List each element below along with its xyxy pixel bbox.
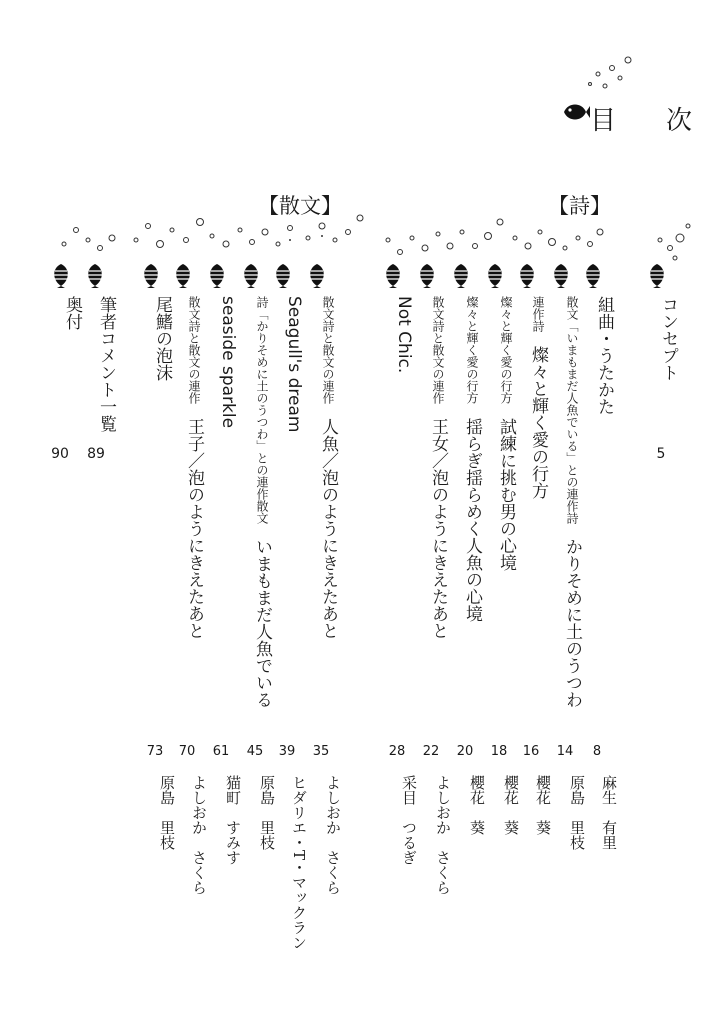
entry-author: 原島 里枝 — [158, 775, 176, 850]
entry-page: 22 — [422, 744, 440, 759]
entry-subtitle: 連作詩 — [531, 296, 545, 332]
entry-page: 8 — [592, 744, 602, 759]
entry-title: seaside sparkle — [218, 296, 238, 429]
toc-entry-prose-5[interactable] — [172, 296, 202, 639]
entry-subtitle: 散文詩と散文の連作 — [187, 296, 201, 404]
entry-author: 櫻花 葵 — [502, 775, 520, 835]
entry-page: 70 — [178, 744, 196, 759]
entry-subtitle: 散文詩と散文の連作 — [431, 296, 445, 404]
fish-icon — [448, 262, 474, 288]
entry-author: 采目 つるぎ — [400, 775, 418, 865]
fish-icon — [138, 262, 164, 288]
entry-page: 18 — [490, 744, 508, 759]
entry-page-colophon: 90 — [51, 446, 69, 462]
entry-title: 王女／泡のようにきえたあと — [428, 418, 448, 639]
entry-title: 組曲・うたかた — [594, 296, 614, 415]
toc-entry-poetry-6[interactable] — [416, 296, 446, 639]
entry-title: 尾鰭の泡沫 — [152, 296, 172, 381]
entry-author: 猫町 すみす — [224, 775, 242, 865]
entry-author: 櫻花 葵 — [468, 775, 486, 835]
fish-icon — [644, 262, 670, 288]
entry-title: 燦々と輝く愛の行方 — [528, 346, 548, 499]
entry-title: 試練に挑む男の心境 — [496, 418, 516, 571]
entry-subtitle: 詩「かりそめに土のうつわ」との連作散文 — [255, 296, 269, 524]
entry-title: 王子／泡のようにきえたあと — [184, 418, 204, 639]
entry-author: 麻生 有里 — [600, 775, 618, 850]
entry-page-concept: 5 — [656, 446, 666, 462]
fish-icon — [580, 262, 606, 288]
entry-page: 61 — [212, 744, 230, 759]
fish-icon — [48, 262, 74, 288]
entry-title: 人魚／泡のようにきえたあと — [318, 418, 338, 639]
toc-entry-poetry-5[interactable] — [450, 296, 480, 622]
entry-title: コンセプト — [658, 296, 678, 381]
entry-subtitle: 散文詩と散文の連作 — [321, 296, 335, 404]
toc-entry-poetry-7[interactable] — [382, 296, 412, 373]
entry-author: ヒダリエ・T・マックラン — [290, 775, 308, 951]
section-head-prose: 【散文】 — [258, 194, 342, 218]
entry-title: 奥付 — [62, 296, 82, 330]
toc-entry-prose-3[interactable] — [240, 296, 270, 708]
fish-icon — [414, 262, 440, 288]
fish-icon — [548, 262, 574, 288]
entry-title: Not Chic. — [394, 296, 414, 374]
fish-icon — [514, 262, 540, 288]
entry-author: 原島 里枝 — [258, 775, 276, 850]
toc-entry-concept[interactable] — [646, 296, 676, 381]
entry-page: 16 — [522, 744, 540, 759]
fish-icon — [304, 262, 330, 288]
fish-icon — [204, 262, 230, 288]
entry-page: 35 — [312, 744, 330, 759]
toc-entry-poetry-1[interactable] — [582, 296, 612, 415]
toc-entry-prose-1[interactable] — [306, 296, 336, 639]
entry-author: よしおか さくら — [190, 775, 208, 895]
entry-title: いまもまだ人魚でいる — [252, 538, 272, 708]
fish-icon — [170, 262, 196, 288]
entry-subtitle: 燦々と輝く愛の行方 — [499, 296, 513, 404]
entry-page-comments: 89 — [87, 446, 105, 462]
toc-entry-poetry-3[interactable] — [516, 296, 546, 499]
entry-page: 20 — [456, 744, 474, 759]
entry-page: 73 — [146, 744, 164, 759]
entry-title: 揺らぎ揺らめく人魚の心境 — [462, 418, 482, 622]
toc-entry-colophon[interactable] — [50, 296, 80, 330]
toc-entry-poetry-4[interactable] — [484, 296, 514, 571]
entry-author: 櫻花 葵 — [534, 775, 552, 835]
entry-subtitle: 燦々と輝く愛の行方 — [465, 296, 479, 404]
entry-page: 39 — [278, 744, 296, 759]
entry-author: よしおか さくら — [324, 775, 342, 895]
page-title: 目 次 — [590, 106, 705, 136]
entry-title: かりそめに土のうつわ — [562, 538, 582, 708]
toc-entry-prose-2[interactable] — [272, 296, 302, 432]
fish-icon — [270, 262, 296, 288]
entry-page: 45 — [246, 744, 264, 759]
entry-author: 原島 里枝 — [568, 775, 586, 850]
entry-title: 筆者コメント一覧 — [96, 296, 116, 432]
section-head-poetry: 【詩】 — [548, 194, 611, 218]
toc-entry-comments[interactable] — [84, 296, 114, 432]
fish-title-icon — [562, 98, 590, 126]
fish-icon — [238, 262, 264, 288]
fish-icon — [482, 262, 508, 288]
entry-page: 28 — [388, 744, 406, 759]
entry-title: Seagull's dream — [284, 296, 304, 433]
entry-author: よしおか さくら — [434, 775, 452, 895]
entry-subtitle: 散文「いまもまだ人魚でいる」との連作詩 — [565, 296, 579, 524]
entry-page: 14 — [556, 744, 574, 759]
fish-icon — [82, 262, 108, 288]
toc-entry-poetry-2[interactable] — [550, 296, 580, 708]
fish-icon — [380, 262, 406, 288]
toc-entry-prose-6[interactable] — [140, 296, 170, 381]
toc-entry-prose-4[interactable] — [206, 296, 236, 428]
